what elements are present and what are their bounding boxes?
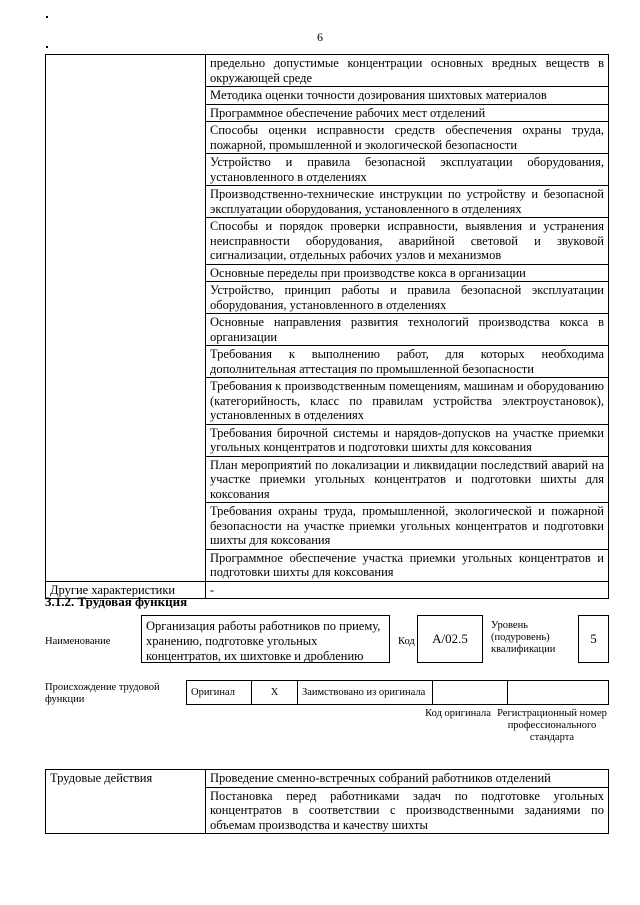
code-label: Код bbox=[398, 636, 415, 647]
function-name-box: Организация работы работников по приему, хранению, подготовке угольных концентратов, их шихтовке и дроблению bbox=[141, 615, 390, 663]
requirement-cell: Устройство и правила безопасной эксплуатации оборудования, установленного в отделениях bbox=[206, 154, 609, 186]
labor-action-cell: Проведение сменно-встречных собраний работников отделений bbox=[206, 770, 609, 788]
requirement-cell: Производственно-технические инструкции по устройству и безопасной эксплуатации оборудования, установленного в отделениях bbox=[206, 186, 609, 218]
name-label: Наименование bbox=[45, 636, 111, 647]
code-value-box: А/02.5 bbox=[417, 615, 483, 663]
requirement-cell: Устройство, принцип работы и правила безопасной эксплуатации оборудования, установленного в отделениях bbox=[206, 282, 609, 314]
code-original-cell bbox=[433, 681, 508, 705]
origin-label: Происхождение трудовой функции bbox=[45, 682, 160, 705]
labor-action-cell: Постановка перед работниками задач по подготовке угольных концентратов в соответствии с производственными заданиями по объемам производства и качеству шихты bbox=[206, 787, 609, 834]
scan-speck bbox=[46, 16, 48, 18]
qualification-level-box: 5 bbox=[578, 615, 609, 663]
section-title: 3.1.2. Трудовая функция bbox=[45, 594, 188, 609]
requirement-cell: Основные переделы при производстве кокса в организации bbox=[206, 264, 609, 282]
labor-action-row bbox=[46, 770, 609, 788]
requirement-cell: Требования бирочной системы и нарядов-допусков на участке приемки угольных концентратов и подготовки шихты для коксования bbox=[206, 424, 609, 456]
labor-actions-table bbox=[45, 769, 609, 834]
requirement-cell: Программное обеспечение участка приемки угольных концентратов и подготовки шихты для коксования bbox=[206, 549, 609, 581]
requirement-cell: Программное обеспечение рабочих мест отделений bbox=[206, 104, 609, 122]
requirement-cell: Методика оценки точности дозирования шихтовых материалов bbox=[206, 87, 609, 105]
labor-actions-label: Трудовые действия bbox=[46, 770, 206, 834]
requirements-table bbox=[45, 54, 609, 599]
page-number: 6 bbox=[317, 30, 323, 44]
original-mark: X bbox=[252, 681, 298, 705]
requirements-row bbox=[46, 55, 609, 87]
original-label: Оригинал bbox=[187, 681, 252, 705]
requirement-cell: План мероприятий по локализации и ликвидации последствий аварий на участке приемки угольных концентратов и подготовки шихты для коксования bbox=[206, 456, 609, 503]
reg-number-caption: Регистрационный номер профессионального стандарта bbox=[497, 708, 607, 743]
requirement-cell: предельно допустимые концентрации основных вредных веществ в окружающей среде bbox=[206, 55, 609, 87]
requirement-cell: Способы и порядок проверки исправности, выявления и устранения неисправности оборудования, аварийной световой и звуковой сигнализации, отдельных рабочих узлов и механизмов bbox=[206, 218, 609, 265]
requirements-label-cell bbox=[46, 55, 206, 582]
requirement-cell: Требования к производственным помещениям, машинам и оборудованию (категорийность, класс по правилам устройства электроустановок), установленных в отделениях bbox=[206, 378, 609, 425]
other-characteristics-value: - bbox=[206, 581, 609, 599]
code-original-caption: Код оригинала bbox=[425, 708, 491, 719]
requirement-cell: Способы оценки исправности средств обеспечения охраны труда, пожарной, промышленной и экологической безопасности bbox=[206, 122, 609, 154]
requirement-cell: Требования охраны труда, промышленной, экологической и пожарной безопасности на участке приемки угольных концентратов и подготовки шихты для коксования bbox=[206, 503, 609, 550]
other-characteristics-label: Другие характеристики bbox=[46, 581, 206, 599]
origin-row bbox=[186, 680, 609, 705]
borrowed-label: Заимствовано из оригинала bbox=[298, 681, 433, 705]
requirement-cell: Требования к выполнению работ, для которых необходима дополнительная аттестация по промышленной безопасности bbox=[206, 346, 609, 378]
scan-speck bbox=[46, 46, 48, 48]
reg-number-cell bbox=[508, 681, 609, 705]
requirement-cell: Основные направления развития технологий производства кокса в организации bbox=[206, 314, 609, 346]
qualification-level-label: Уровень (подуровень) квалификации bbox=[491, 620, 556, 655]
